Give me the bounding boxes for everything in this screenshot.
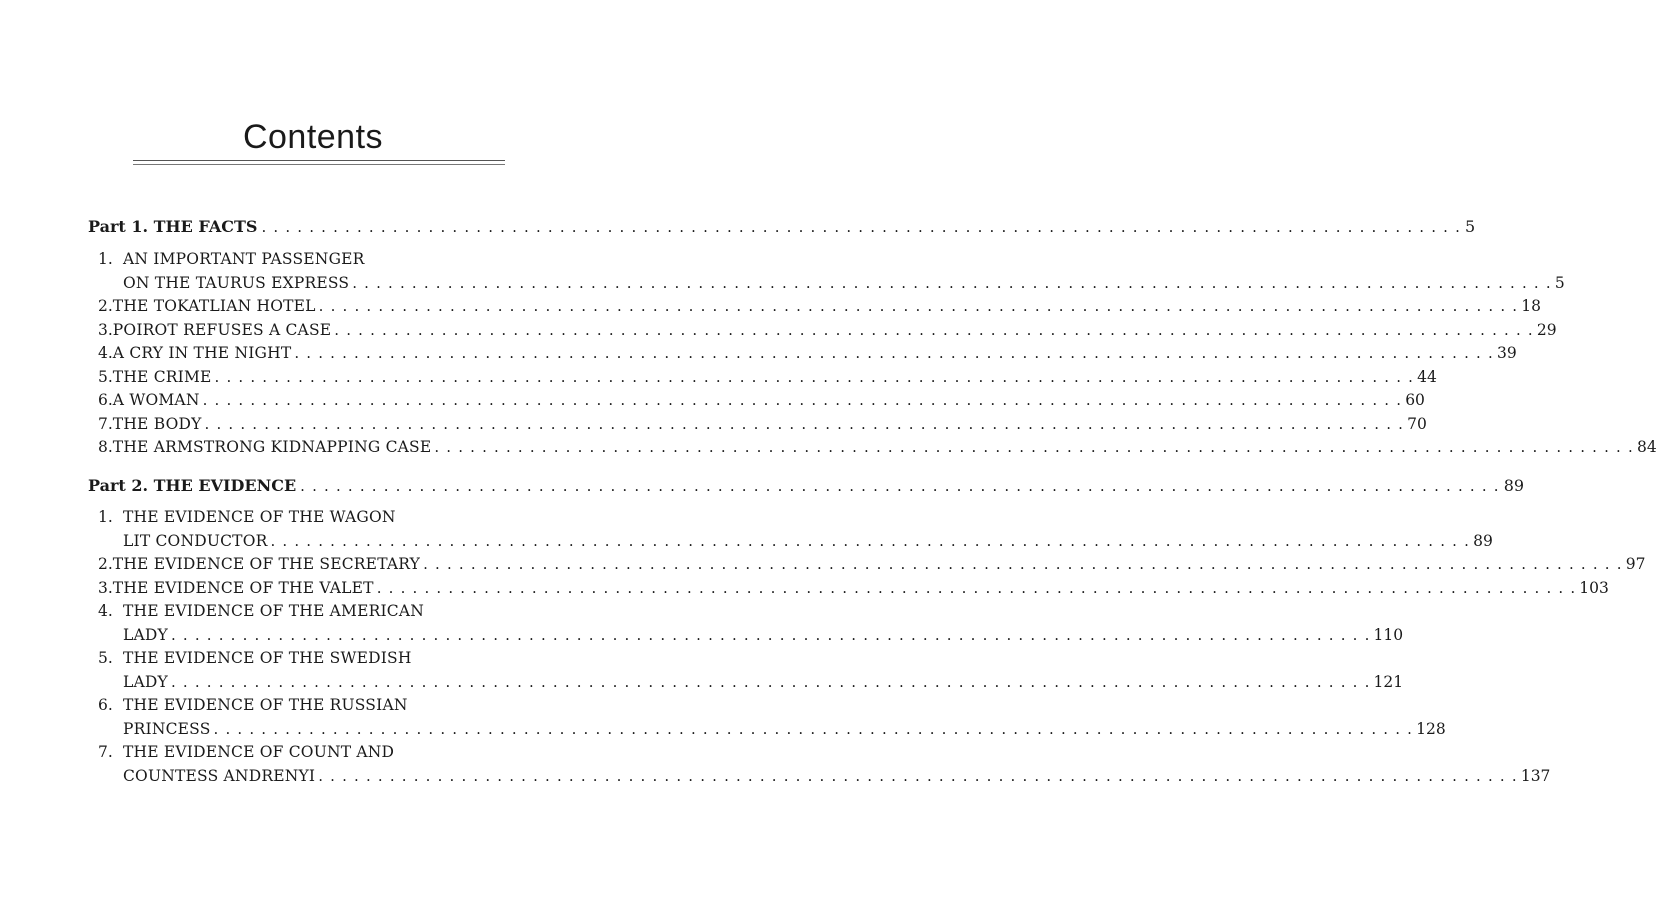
toc-chapter-entry[interactable]: [98, 391, 1425, 415]
chapter-body: [113, 438, 1657, 456]
chapter-body: [123, 250, 540, 268]
chapter-number: 2.: [98, 555, 113, 573]
chapter-number: 5.: [98, 367, 113, 386]
chapter-number: 1.: [98, 508, 113, 526]
chapter-page-number: 97: [1625, 555, 1646, 573]
dot-leader: [318, 767, 1518, 785]
dot-leader: [294, 344, 1494, 362]
chapter-title: THE EVIDENCE OF THE SWEDISH: [123, 649, 412, 667]
chapter-first-line: [98, 250, 540, 274]
chapter-page-number: 89: [1473, 531, 1493, 550]
chapter-page-number: 128: [1416, 719, 1446, 738]
chapter-title: THE ARMSTRONG KIDNAPPING CASE: [112, 438, 432, 456]
chapter-page-number: 121: [1373, 672, 1404, 691]
toc-chapter-entry[interactable]: [98, 320, 1557, 345]
chapter-body: [113, 344, 1517, 362]
chapter-body: [123, 508, 540, 526]
chapter-first-line: [98, 391, 1425, 415]
toc-chapter-entry[interactable]: [98, 250, 1565, 297]
chapter-first-line: [98, 414, 1427, 439]
toc-chapter-entry[interactable]: [98, 344, 1517, 368]
toc-chapter-entry[interactable]: [98, 414, 1427, 439]
chapter-title: THE EVIDENCE OF COUNT AND: [123, 743, 395, 761]
chapter-first-line: [98, 320, 1557, 345]
chapter-body: [113, 321, 1557, 339]
dot-leader: [171, 673, 1371, 691]
dot-leader: [171, 626, 1371, 644]
toc-chapter-entry[interactable]: [98, 602, 1404, 649]
chapter-first-line: [98, 743, 540, 767]
title-underline-top: [133, 160, 505, 161]
dot-leader: [261, 218, 1461, 236]
chapter-title: POIROT REFUSES A CASE: [112, 320, 332, 339]
chapter-title-continued: ON THE TAURUS EXPRESS: [123, 273, 350, 292]
chapter-page-number: 110: [1373, 625, 1404, 644]
chapter-page-number: 44: [1417, 367, 1437, 386]
chapter-number: 8.: [98, 438, 113, 456]
chapter-body: [113, 579, 1609, 597]
dot-leader: [300, 477, 1500, 495]
part-page-number: 89: [1503, 476, 1525, 495]
chapter-first-line: [98, 602, 540, 626]
chapter-page-number: 5: [1554, 273, 1565, 292]
chapter-first-line: [98, 555, 1646, 579]
dot-leader: [203, 391, 1403, 409]
chapter-page-number: 84: [1636, 438, 1657, 456]
chapter-body: [123, 696, 540, 714]
dot-leader: [214, 720, 1414, 738]
chapter-title: THE BODY: [112, 414, 202, 433]
chapter-number: 7.: [98, 743, 113, 761]
chapter-title: AN IMPORTANT PASSENGER: [123, 250, 365, 268]
toc-chapter-entry[interactable]: [98, 367, 1437, 392]
dot-leader: [434, 438, 1634, 456]
toc-chapter-entry[interactable]: [98, 508, 1493, 555]
chapter-number: 3.: [98, 578, 113, 597]
chapter-page-number: 60: [1405, 391, 1425, 409]
chapter-number: 7.: [98, 414, 113, 433]
chapter-first-line: [98, 696, 540, 720]
chapter-second-line: [98, 273, 1565, 298]
chapter-body: [123, 649, 540, 667]
chapter-number: 1.: [98, 250, 113, 268]
chapter-page-number: 103: [1579, 578, 1609, 597]
chapter-title-continued: PRINCESS: [123, 719, 211, 738]
chapter-number: 4.: [98, 344, 113, 362]
toc-chapter-entry[interactable]: [98, 649, 1404, 696]
dot-leader: [377, 579, 1577, 597]
chapter-title: THE EVIDENCE OF THE AMERICAN: [123, 602, 425, 620]
toc-part-line: [88, 476, 1525, 500]
chapter-title-continued: COUNTESS ANDRENYI: [123, 766, 316, 785]
dot-leader: [334, 321, 1534, 339]
chapter-page-number: 29: [1536, 320, 1557, 339]
chapter-number: 3.: [98, 320, 113, 339]
dot-leader: [270, 532, 1470, 550]
toc-chapter-entry[interactable]: [98, 297, 1541, 321]
toc-part-line: [88, 217, 1476, 241]
chapter-body: [113, 415, 1427, 433]
chapter-page-number: 39: [1496, 344, 1517, 362]
part-page-number: 5: [1465, 217, 1476, 236]
chapter-number: 5.: [98, 649, 113, 667]
toc-part-entry[interactable]: [88, 217, 1476, 241]
chapter-first-line: [98, 649, 540, 673]
chapter-second-line: [98, 531, 1493, 556]
toc-chapter-entry[interactable]: [98, 578, 1609, 603]
dot-leader: [215, 368, 1415, 386]
chapter-number: 4.: [98, 602, 113, 620]
chapter-body: [113, 368, 1437, 386]
chapter-title-continued: LIT CONDUCTOR: [123, 531, 268, 550]
chapter-first-line: [98, 438, 1657, 462]
chapter-title: THE EVIDENCE OF THE RUSSIAN: [123, 696, 408, 714]
chapter-body: [123, 743, 540, 761]
dot-leader: [205, 415, 1405, 433]
chapter-number: 6.: [98, 391, 113, 409]
chapter-second-line: [98, 672, 1404, 697]
chapter-number: 2.: [98, 297, 113, 315]
toc-chapter-entry[interactable]: [98, 743, 1551, 790]
toc-chapter-entry[interactable]: [98, 438, 1657, 462]
chapter-page-number: 137: [1520, 766, 1551, 785]
part-title: Part 1. THE FACTS: [88, 217, 258, 236]
part-title: Part 2. THE EVIDENCE: [88, 476, 297, 495]
page-title: Contents: [242, 118, 384, 156]
chapter-second-line: [98, 625, 1404, 650]
chapter-first-line: [98, 367, 1437, 392]
dot-leader: [423, 555, 1623, 573]
chapter-title: A WOMAN: [112, 391, 200, 409]
chapter-first-line: [98, 508, 540, 532]
chapter-title-continued: LADY: [123, 672, 168, 691]
chapter-number: 6.: [98, 696, 113, 714]
chapter-title: THE EVIDENCE OF THE SECRETARY: [112, 555, 421, 573]
chapter-body: [123, 602, 540, 620]
chapter-page-number: 70: [1407, 414, 1427, 433]
chapter-second-line: [98, 719, 1446, 744]
chapter-title: A CRY IN THE NIGHT: [112, 344, 292, 362]
chapter-first-line: [98, 578, 1609, 603]
chapter-body: [113, 555, 1646, 573]
chapter-body: [113, 297, 1541, 315]
chapter-title-continued: LADY: [123, 625, 168, 644]
chapter-title: THE EVIDENCE OF THE VALET: [112, 578, 374, 597]
chapter-title: THE EVIDENCE OF THE WAGON: [123, 508, 396, 526]
chapter-second-line: [98, 766, 1551, 791]
toc-chapter-entry[interactable]: [98, 555, 1646, 579]
chapter-page-number: 18: [1521, 297, 1541, 315]
chapter-first-line: [98, 297, 1541, 321]
chapter-title: THE CRIME: [112, 367, 212, 386]
toc-chapter-entry[interactable]: [98, 696, 1446, 743]
chapter-title: THE TOKATLIAN HOTEL: [112, 297, 316, 315]
dot-leader: [319, 297, 1519, 315]
toc-part-entry[interactable]: [88, 476, 1525, 500]
chapter-first-line: [98, 344, 1517, 368]
chapter-body: [113, 391, 1425, 409]
title-underline-bottom: [133, 164, 505, 165]
dot-leader: [352, 274, 1552, 292]
